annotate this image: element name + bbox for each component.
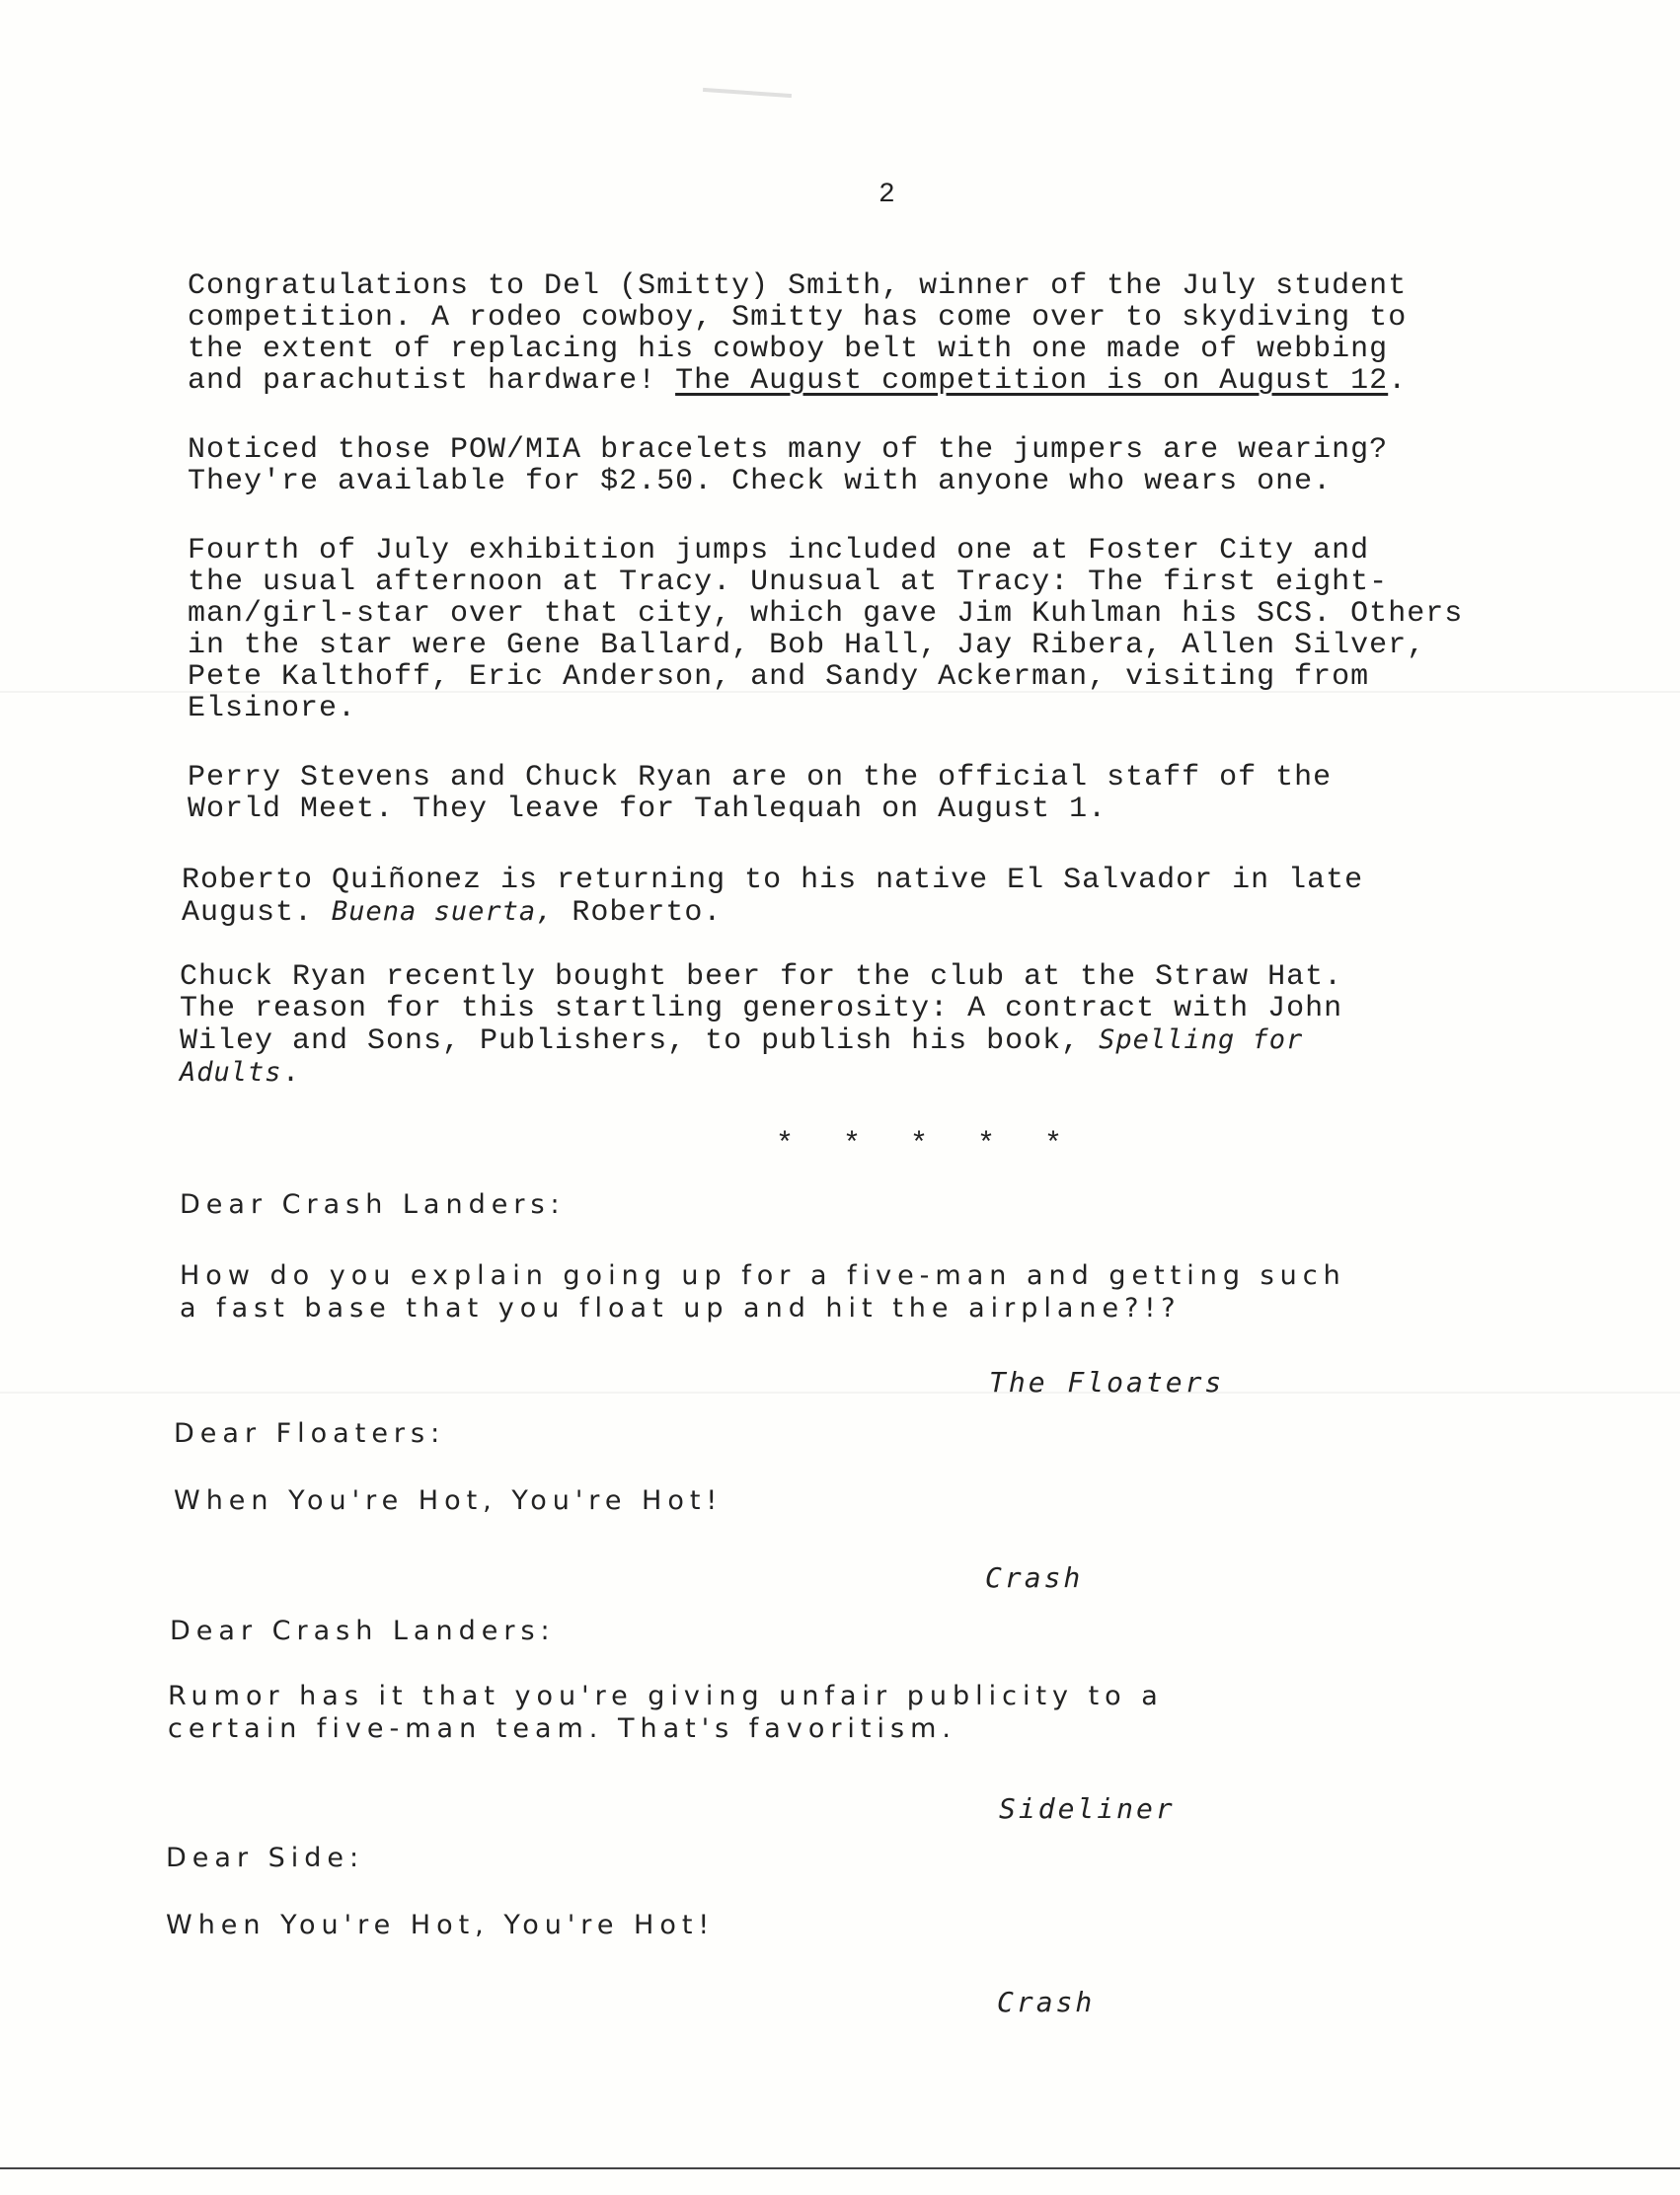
letter-body: How do you explain going up for a five-man and getting such a fast base that you float up and hit the airplane?!? [180,1260,1346,1324]
letter-salutation: Dear Crash Landers: [170,1616,556,1646]
paragraph-roberto [182,865,1554,929]
letter-signature: Crash [985,1561,1084,1594]
paragraph-text: . [281,1057,301,1091]
page-number: 2 [878,180,895,210]
letter-body: Rumor has it that you're giving unfair publicity to a certain five-man team. That's favoritism. [168,1681,1164,1744]
paragraph-text: Congratulations to Del (Smitty) Smith, winner of the July student competition. A rodeo cowboy, Smitty has come over to skydiving to the extent of replacing his cowboy belt with one made of webbing and parachutist hardware! [188,269,1408,398]
fold-line [0,1392,1680,1394]
letter-salutation: Dear Crash Landers: [180,1189,566,1220]
underlined-text: The August competition is on August 12 [675,364,1389,398]
paragraph-competition [188,270,1560,397]
letter-salutation: Dear Floaters: [174,1418,446,1449]
scan-edge [0,2167,1680,2169]
paragraph-chuck-ryan [180,961,1552,1090]
letter-salutation: Dear Side: [166,1843,365,1873]
paragraph-world-meet: Perry Stevens and Chuck Ryan are on the official staff of the World Meet. They leave for Tahlequah on August 1. [188,761,1333,826]
paragraph-bracelets: Noticed those POW/MIA bracelets many of the jumpers are wearing? They're available for $2.50. Check with anyone who wears one. [188,433,1389,498]
italic-text: Spelling for Adults [180,1024,1304,1088]
letter-body: When You're Hot, You're Hot! [166,1910,716,1940]
italic-text: Buena suerta, [332,896,554,927]
letter-signature: The Floaters [989,1366,1225,1399]
letter-signature: Crash [997,1986,1096,2018]
separator: * * * * * [776,1128,1079,1162]
letter-signature: Sideliner [999,1792,1176,1825]
paragraph-text: Roberto. [553,896,723,930]
paragraph-text: Chuck Ryan recently bought beer for the club at the Straw Hat. The reason for this startling generosity: A contract with John Wiley and Sons, Publishers, to publish his book, [180,960,1343,1058]
letter-body: When You're Hot, You're Hot! [174,1485,724,1516]
paragraph-text: . [1388,364,1408,398]
paragraph-text: Roberto Quiñonez is returning to his native El Salvador in late August. [182,864,1364,930]
paragraph-fourth-of-july: Fourth of July exhibition jumps included one at Foster City and the usual afternoon at Tracy. Unusual at Tracy: The first eight- man/girl-star over that city, which gave Jim Kuhlman his SCS. Others in the star were Gene Ballard, Bob Hall, Jay Ribera, Allen Silver, Pete Kalthoff, Eric Anderson, and Sandy Ackerman, visiting from Elsinore. [188,534,1464,725]
paper-mark [703,88,792,98]
